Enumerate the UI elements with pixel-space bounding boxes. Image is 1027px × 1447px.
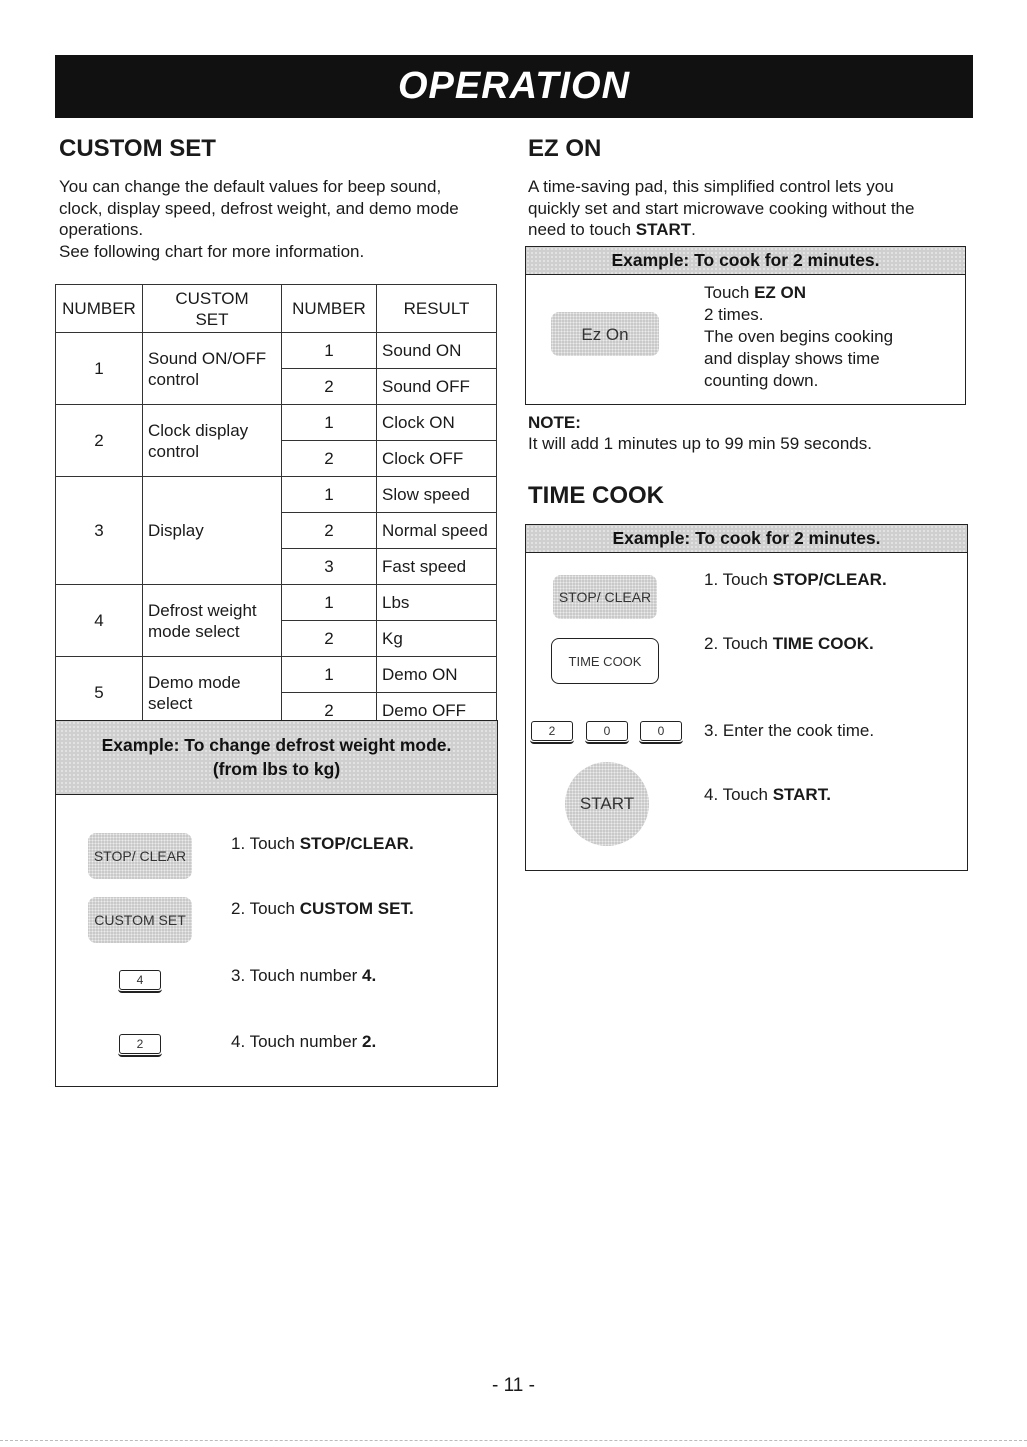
- step-bold: 4.: [362, 966, 377, 985]
- tc-step-2: [704, 633, 874, 655]
- stop-clear-pad[interactable]: STOP/ CLEAR: [88, 833, 192, 879]
- col-header-custom-set-label: CUSTOM SET: [175, 288, 249, 329]
- step-bold: 2.: [362, 1032, 377, 1051]
- row-number: 2: [282, 369, 377, 405]
- table-row: [56, 477, 497, 513]
- page-number: - 11 -: [492, 1375, 535, 1396]
- number-key-4[interactable]: 4: [119, 970, 161, 990]
- ez-on-step-line: The oven begins cooking: [704, 327, 894, 346]
- step-bold: START.: [772, 785, 831, 804]
- row-result: Demo ON: [377, 657, 497, 693]
- step-text: 1. Touch: [231, 834, 300, 853]
- time-cook-example-heading: Example: To cook for 2 minutes.: [526, 525, 967, 553]
- ez-on-step-line: counting down.: [704, 371, 819, 390]
- stop-clear-pad[interactable]: STOP/ CLEAR: [553, 575, 657, 619]
- row-result: Normal speed: [377, 513, 497, 549]
- ez-on-intro-suffix: .: [691, 220, 696, 239]
- row-result: Clock ON: [377, 405, 497, 441]
- intro-line: clock, display speed, defrost weight, and demo mode: [59, 198, 459, 218]
- ez-on-intro: [528, 176, 948, 241]
- example-heading-line2: (from lbs to kg): [212, 759, 341, 779]
- step-bold: CUSTOM SET.: [299, 899, 414, 918]
- step-text: Touch: [704, 283, 755, 302]
- intro-line: operations.: [59, 220, 144, 239]
- col-header-number-2: NUMBER: [282, 285, 377, 333]
- step-text: 4. Touch: [704, 785, 773, 804]
- example-heading-line1: Example: To change defrost weight mode.: [101, 735, 452, 755]
- row-result: Sound ON: [377, 333, 497, 369]
- row-number: 1: [282, 477, 377, 513]
- custom-set-intro: [59, 176, 499, 262]
- tc-step-1: [704, 569, 887, 591]
- cs-step-3: [231, 965, 376, 987]
- ez-on-step: [704, 282, 954, 392]
- row-number: 1: [282, 333, 377, 369]
- group-custom-set-label: Demo mode select: [148, 672, 241, 713]
- row-result: Lbs: [377, 585, 497, 621]
- step-text: 3. Touch number: [231, 966, 363, 985]
- group-number: 4: [56, 585, 143, 657]
- row-result: Clock OFF: [377, 441, 497, 477]
- step-bold: EZ ON: [754, 283, 807, 302]
- step-bold: STOP/CLEAR.: [299, 834, 414, 853]
- group-number: 5: [56, 657, 143, 729]
- custom-set-title: CUSTOM SET: [59, 135, 216, 162]
- ez-on-step-line: 2 times.: [704, 305, 764, 324]
- col-header-result: RESULT: [377, 285, 497, 333]
- cs-step-4: [231, 1031, 376, 1053]
- row-result: Sound OFF: [377, 369, 497, 405]
- group-number: 2: [56, 405, 143, 477]
- intro-line: You can change the default values for beep sound,: [59, 177, 442, 196]
- group-number: 3: [56, 477, 143, 585]
- time-cook-pad[interactable]: TIME COOK: [551, 638, 659, 684]
- ez-on-intro-bold: START: [635, 220, 692, 239]
- group-custom-set-label: Clock display control: [148, 420, 249, 461]
- row-number: 2: [282, 441, 377, 477]
- ez-on-step-line1: [704, 282, 954, 304]
- group-custom-set-label: Defrost weight mode select: [148, 600, 257, 641]
- page-bottom-rule: [0, 1440, 1027, 1441]
- step-bold: STOP/CLEAR.: [772, 570, 887, 589]
- step-text: 3. Enter the cook time.: [704, 721, 875, 740]
- group-number: 1: [56, 333, 143, 405]
- number-key-2[interactable]: 2: [119, 1034, 161, 1054]
- group-custom-set: [143, 657, 282, 729]
- banner-title: OPERATION: [397, 65, 631, 107]
- tc-step-3: [704, 720, 874, 742]
- group-custom-set: [143, 585, 282, 657]
- number-key-0[interactable]: 0: [586, 721, 628, 741]
- step-text: 2. Touch: [704, 634, 773, 653]
- table-row: [56, 657, 497, 693]
- intro-line: See following chart for more information.: [59, 241, 365, 261]
- row-number: 2: [282, 621, 377, 657]
- step-text: 4. Touch number: [231, 1032, 363, 1051]
- row-number: 3: [282, 549, 377, 585]
- group-custom-set-label: Sound ON/OFF control: [148, 348, 267, 389]
- ez-on-intro-text: A time-saving pad, this simplified control lets you quickly set and start microwave cooking without the need to touch: [528, 177, 915, 239]
- section-banner: [55, 55, 973, 118]
- ez-on-pad[interactable]: Ez On: [551, 312, 659, 356]
- note-label: NOTE:: [528, 413, 581, 432]
- row-result: Demo OFF: [377, 693, 497, 729]
- col-header-number: NUMBER: [56, 285, 143, 333]
- col-header-custom-set: [143, 285, 282, 333]
- ez-on-title: EZ ON: [528, 135, 602, 162]
- ez-on-example-heading: Example: To cook for 2 minutes.: [526, 247, 965, 275]
- row-number: 1: [282, 585, 377, 621]
- note-text: It will add 1 minutes up to 99 min 59 seconds.: [528, 434, 872, 453]
- time-cook-title: TIME COOK: [528, 482, 664, 509]
- group-custom-set-label: Display: [148, 521, 204, 540]
- row-number: 2: [282, 513, 377, 549]
- step-text: 1. Touch: [704, 570, 773, 589]
- row-number: 1: [282, 657, 377, 693]
- step-text: 2. Touch: [231, 899, 300, 918]
- table-row: [56, 405, 497, 441]
- custom-set-table: [55, 284, 497, 729]
- cs-step-2: [231, 898, 414, 920]
- group-custom-set: [143, 477, 282, 585]
- ez-on-step-line: and display shows time: [704, 349, 880, 368]
- table-row: [56, 333, 497, 369]
- custom-set-pad[interactable]: CUSTOM SET: [88, 897, 192, 943]
- row-result: Slow speed: [377, 477, 497, 513]
- row-number: 2: [282, 693, 377, 729]
- step-bold: TIME COOK.: [772, 634, 874, 653]
- row-number: 1: [282, 405, 377, 441]
- tc-step-4: [704, 784, 831, 806]
- row-result: Kg: [377, 621, 497, 657]
- table-row: [56, 585, 497, 621]
- number-key-0[interactable]: 0: [640, 721, 682, 741]
- row-result: Fast speed: [377, 549, 497, 585]
- example-heading: [56, 721, 497, 795]
- start-pad[interactable]: START: [565, 762, 649, 846]
- cs-step-1: [231, 833, 414, 855]
- group-custom-set: [143, 333, 282, 405]
- group-custom-set: [143, 405, 282, 477]
- number-key-2[interactable]: 2: [531, 721, 573, 741]
